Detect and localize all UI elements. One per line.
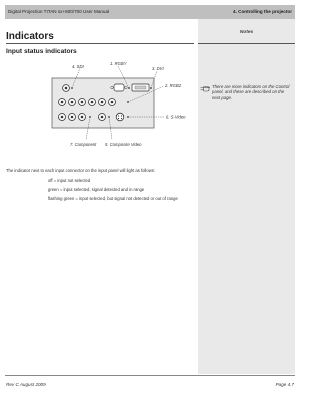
footer-page-number: Page 4.7	[275, 382, 294, 387]
header-chapter-title: 4. Controlling the projector	[233, 9, 292, 14]
page-title: Indicators	[6, 31, 54, 42]
note-text: There are more indicators on the Control panel, and these are described on the next page.	[212, 84, 290, 100]
header-manual-title: Digital Projection TITAN sx+800/700 User Manual	[8, 9, 110, 14]
notes-heading: Notes	[239, 30, 254, 35]
label-composite: 5. Composite Video	[105, 142, 142, 147]
notes-column	[198, 19, 295, 374]
pointing-hand-icon	[200, 85, 211, 92]
section-subheading: Input status indicators	[6, 48, 77, 55]
footer-divider	[5, 375, 295, 376]
state-green: green = input selected, signal detected and in range	[48, 187, 145, 192]
state-flashing-green: flashing green = input selected, but signal not detected or out of range	[48, 196, 178, 201]
label-svideo: 6. S-Video	[166, 114, 186, 120]
title-divider	[6, 43, 194, 44]
indicator-intro: The indicator next to each input connector on the input panel will light as follows:	[6, 168, 155, 173]
state-off: off = input not selected	[48, 178, 91, 183]
label-component: 7. Component	[70, 142, 97, 147]
label-rgb2: 2. RGB2	[165, 83, 182, 88]
dvi-connector	[132, 84, 149, 91]
composite-connector	[99, 114, 106, 121]
footer-revision: Rev C August 2009	[6, 382, 46, 387]
notes-divider	[198, 43, 295, 44]
input-panel-diagram	[36, 60, 186, 152]
label-sdi: 4. SDI	[72, 64, 84, 69]
page-header	[5, 5, 295, 19]
svideo-connector	[116, 113, 124, 121]
sdi-connector	[63, 85, 70, 92]
label-dvi: 3. DVI	[152, 66, 164, 71]
label-rgbhv: 1. RGBY	[110, 61, 127, 66]
component-bnc-row	[59, 114, 86, 121]
